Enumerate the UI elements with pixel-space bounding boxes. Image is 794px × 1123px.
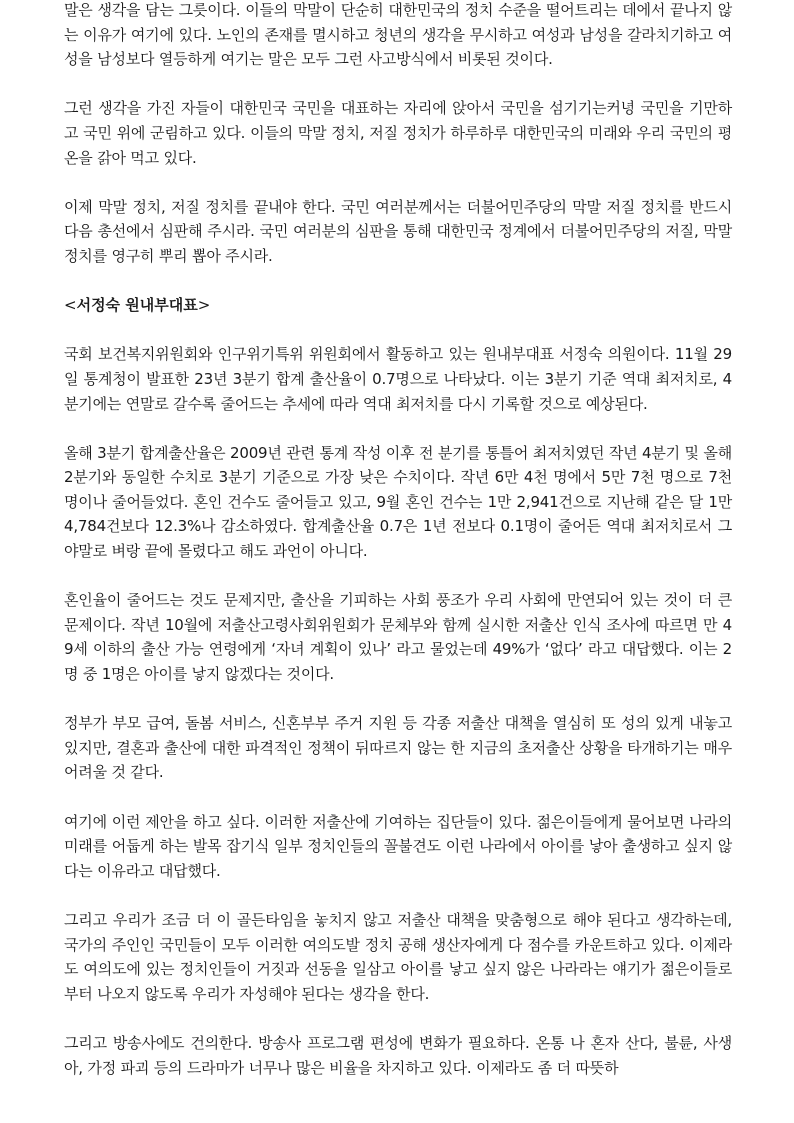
paragraph-4: 국회 보건복지위원회와 인구위기특위 위원회에서 활동하고 있는 원내부대표 서정숙 의원이다. 11월 29일 통계청이 발표한 23년 3분기 합계 출산율이 0.7명으로 나타났다. 이는 3분기 기준 역대 최저치로, 4분기에는 연말로 갈수록 줄어드는 추세에 따라 역대 최저치를 다시 기록할 것으로 예상된다. — [64, 345, 732, 413]
paragraph-8: 여기에 이런 제안을 하고 싶다. 이러한 저출산에 기여하는 집단들이 있다. 젊은이들에게 물어보면 나라의 미래를 어둡게 하는 발목 잡기식 일부 정치인들의 꼴불견도 이런 나라에서 아이를 낳아 출생하고 싶지 않다는 이유라고 대답했다. — [64, 812, 732, 880]
heading-title: 서정숙 원내부대표 — [76, 296, 198, 315]
document-page — [64, 0, 732, 1105]
paragraph-5: 올해 3분기 합계출산율은 2009년 관련 통계 작성 이후 전 분기를 통틀어 최저치였던 작년 4분기 및 올해 2분기와 동일한 수치로 3분기 기준으로 가장 낮은 수치이다. 작년 6만 4천 명에서 5만 7천 명으로 7천 명이나 줄어들었다. 혼인 건수도 줄어들고 있고, 9월 혼인 건수는 1만 2,941건으로 지난해 같은 달 1만 4,784건보다 12.3%나 감소하였다. 합계출산율 0.7은 1년 전보다 0.1명이 줄어든 역대 최저치로서 그야말로 벼랑 끝에 몰렸다고 해도 과언이 아니다. — [64, 443, 732, 561]
paragraph-1: 말은 생각을 담는 그릇이다. 이들의 막말이 단순히 대한민국의 정치 수준을 떨어트리는 데에서 끝나지 않는 이유가 여기에 있다. 노인의 존재를 멸시하고 청년의 생각을 무시하고 여성과 남성을 갈라치기하고 여성을 남성보다 열등하게 여기는 말은 모두 그런 사고방식에서 비롯된 것이다. — [64, 1, 732, 69]
paragraph-10: 그리고 방송사에도 건의한다. 방송사 프로그램 편성에 변화가 필요하다. 온통 나 혼자 산다, 불륜, 사생아, 가정 파괴 등의 드라마가 너무나 많은 비율을 차지하고 있다. 이제라도 좀 더 따뜻하 — [64, 1033, 732, 1077]
paragraph-6: 혼인율이 줄어드는 것도 문제지만, 출산을 기피하는 사회 풍조가 우리 사회에 만연되어 있는 것이 더 큰 문제이다. 작년 10월에 저출산고령사회위원회가 문체부와 함께 실시한 저출산 인식 조사에 따르면 만 49세 이하의 출산 가능 연령에게 ‘자녀 계획이 있나’ 라고 물었는데 49%가 ‘없다’ 라고 대답했다. 이는 2명 중 1명은 아이를 낳지 않겠다는 것이다. — [64, 591, 732, 684]
paragraph-9: 그리고 우리가 조금 더 이 골든타임을 놓치지 않고 저출산 대책을 맞춤형으로 해야 된다고 생각하는데, 국가의 주인인 국민들이 모두 이러한 여의도발 정치 공해 생산자에게 다 점수를 카운트하고 있다. 이제라도 여의도에 있는 정치인들이 거짓과 선동을 일삼고 아이를 낳고 싶지 않은 나라라는 얘기가 젊은이들로부터 나오지 않도록 우리가 자성해야 된다는 생각을 한다. — [64, 910, 732, 1003]
paragraph-7: 정부가 부모 급여, 돌봄 서비스, 신혼부부 주거 지원 등 각종 저출산 대책을 열심히 또 성의 있게 내놓고 있지만, 결혼과 출산에 대한 파격적인 정책이 뒤따르지 않는 한 지금의 초저출산 상황을 타개하기는 매우 어려울 것 같다. — [64, 714, 732, 782]
section-heading — [64, 293, 732, 318]
heading-open-bracket: < — [64, 296, 77, 315]
heading-close-bracket: > — [197, 296, 211, 315]
paragraph-2: 그런 생각을 가진 자들이 대한민국 국민을 대표하는 자리에 앉아서 국민을 섬기기는커녕 국민을 기만하고 국민 위에 군림하고 있다. 이들의 막말 정치, 저질 정치가 하루하루 대한민국의 미래와 우리 국민의 평온을 갉아 먹고 있다. — [64, 99, 732, 167]
paragraph-3: 이제 막말 정치, 저질 정치를 끝내야 한다. 국민 여러분께서는 더불어민주당의 막말 저질 정치를 반드시 다음 총선에서 심판해 주시라. 국민 여러분의 심판을 통해 대한민국 정계에서 더불어민주당의 저질, 막말 정치를 영구히 뿌리 뽑아 주시라. — [64, 197, 732, 265]
